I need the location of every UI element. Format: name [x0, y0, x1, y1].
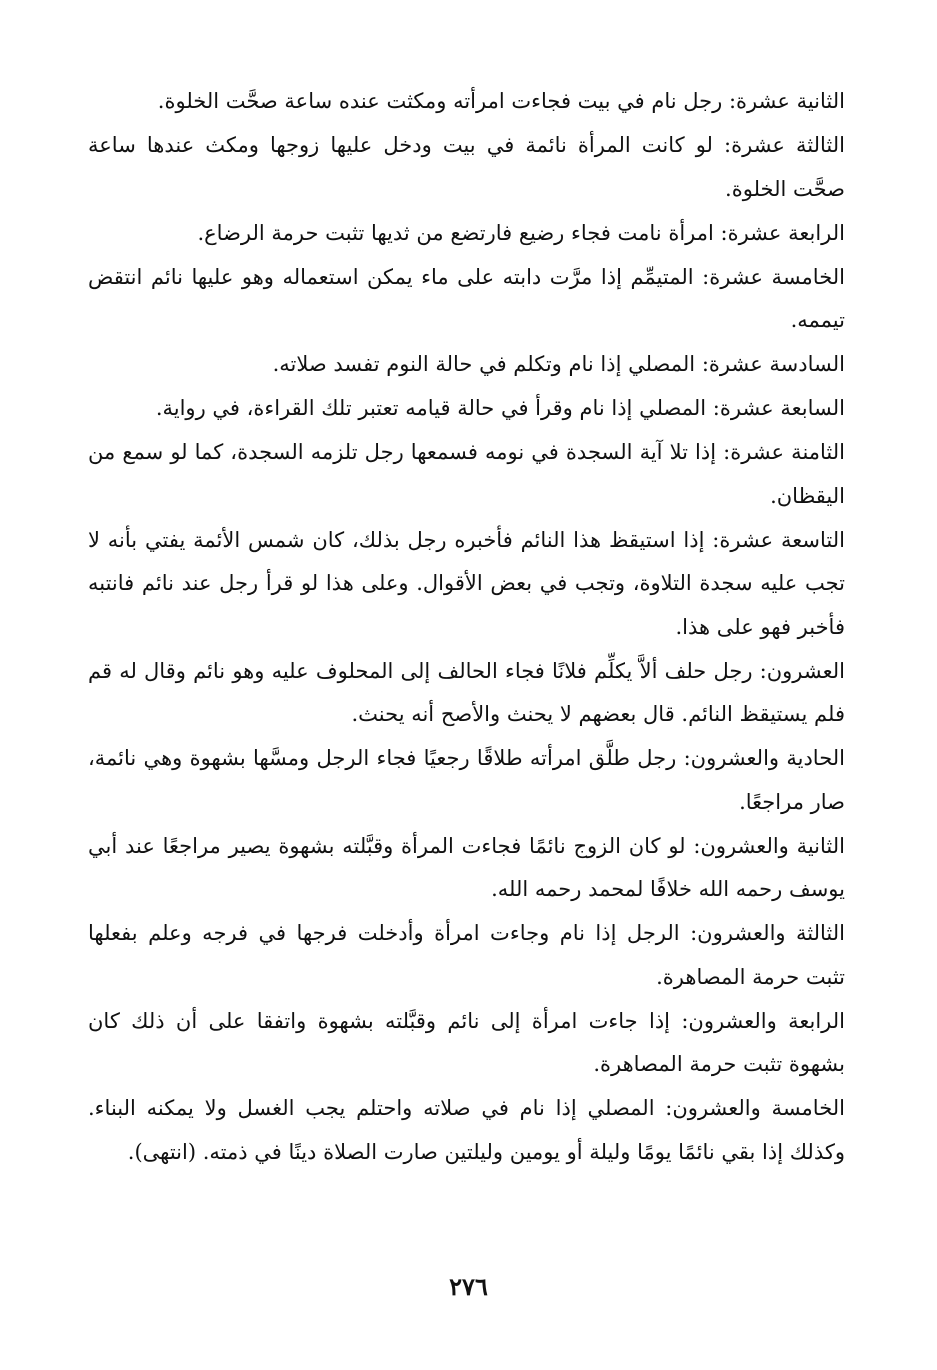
paragraph-13: الثالثة عشرة: لو كانت المرأة نائمة في بيت ودخل عليها زوجها ومكث عندها ساعة صحَّت الخلوة.: [88, 133, 845, 201]
paragraph-18: الثامنة عشرة: إذا تلا آية السجدة في نومه فسمعها رجل تلزمه السجدة، كما لو سمع من اليقظان.: [88, 440, 845, 508]
paragraph-21: الحادية والعشرون: رجل طلَّق امرأته طلاقًا رجعيًا فجاء الرجل ومسَّها بشهوة وهي نائمة، صار مراجعًا.: [88, 746, 845, 814]
paragraph-12: الثانية عشرة: رجل نام في بيت فجاءت امرأته ومكثت عنده ساعة صحَّت الخلوة.: [157, 89, 845, 113]
paragraph-15: الخامسة عشرة: المتيمِّم إذا مرَّت دابته على ماء يمكن استعماله وهو عليها نائم انتقض تيممه.: [88, 264, 845, 332]
page-number: ٢٧٦: [449, 1272, 488, 1301]
paragraph-25: الخامسة والعشرون: المصلي إذا نام في صلاته واحتلم يجب الغسل ولا يمكنه البناء. وكذلك إذا بقي نائمًا يومًا وليلة أو يومين وليلتين صارت الصلاة دينًا في ذمته. (انتهى).: [88, 1096, 845, 1164]
paragraph-19: التاسعة عشرة: إذا استيقظ هذا النائم فأخبره رجل بذلك، كان شمس الأئمة يفتي بأنه لا تجب عليه سجدة التلاوة، وتجب في بعض الأقوال. وعلى هذا لو قرأ رجل عند نائم فانتبه فأخبر فهو على هذا.: [88, 527, 845, 639]
paragraph-23: الثالثة والعشرون: الرجل إذا نام وجاءت امرأة وأدخلت فرجها في فرجه وعلم بفعلها تثبت حرمة المصاهرة.: [88, 921, 845, 989]
paragraph-22: الثانية والعشرون: لو كان الزوج نائمًا فجاءت المرأة وقبَّلته بشهوة يصير مراجعًا عند أبي يوسف رحمه الله خلافًا لمحمد رحمه الله.: [88, 833, 845, 901]
paragraph-17: السابعة عشرة: المصلي إذا نام وقرأ في حالة قيامه تعتبر تلك القراءة، في رواية.: [155, 396, 845, 420]
paragraph-14: الرابعة عشرة: امرأة نامت فجاء رضيع فارتضع من ثديها تثبت حرمة الرضاع.: [197, 220, 845, 245]
paragraph-16: السادسة عشرة: المصلي إذا نام وتكلم في حالة النوم تفسد صلاته.: [272, 352, 845, 376]
paragraph-24: الرابعة والعشرون: إذا جاءت امرأة إلى نائم وقبَّلته بشهوة واتفقا على أن ذلك كان بشهوة تثبت حرمة المصاهرة.: [88, 1008, 845, 1076]
paragraph-20: العشرون: رجل حلف ألاَّ يكلِّم فلانًا فجاء الحالف إلى المحلوف عليه وهو نائم وقال له قم فلم يستيقظ النائم. قال بعضهم لا يحنث والأصح أنه يحنث.: [88, 658, 845, 726]
